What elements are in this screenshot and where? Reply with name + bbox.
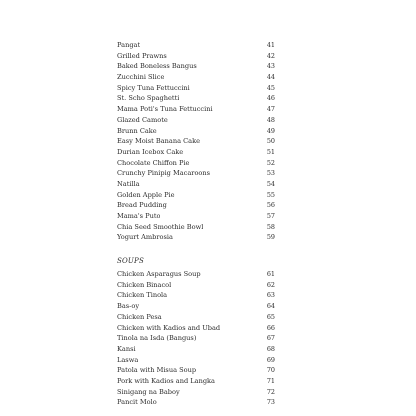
entry-page-number: 67 — [266, 334, 275, 343]
list-item — [117, 323, 275, 334]
list-item — [117, 290, 275, 301]
entry-title: Pork with Kadios and Langka — [117, 376, 215, 385]
entry-title: Bas-oy — [117, 302, 140, 311]
entry-page-number: 56 — [266, 201, 275, 210]
entry-title: Pancit Molo — [117, 398, 157, 407]
list-item — [117, 312, 275, 323]
entry-page-number: 59 — [266, 233, 275, 242]
entry-page-number: 54 — [266, 179, 275, 188]
list-item — [117, 387, 275, 398]
list-item — [117, 126, 275, 137]
entry-title: Bread Pudding — [117, 201, 167, 210]
entry-title: St. Scho Spaghetti — [117, 94, 180, 103]
entry-title: Crunchy Pinipig Macaroons — [117, 169, 211, 178]
entry-page-number: 61 — [266, 270, 275, 279]
list-item — [117, 333, 275, 344]
entry-title: Patola with Misua Soup — [117, 366, 197, 375]
entry-title: Chicken with Kadios and Ubad — [117, 323, 221, 332]
list-item — [117, 147, 275, 158]
entry-title: Chicken Tinola — [117, 291, 168, 300]
entry-page-number: 66 — [266, 323, 275, 332]
list-item — [117, 179, 275, 190]
entry-page-number: 53 — [266, 169, 275, 178]
entry-page-number: 51 — [266, 147, 275, 156]
entry-page-number: 70 — [266, 366, 275, 375]
list-item — [117, 222, 275, 233]
list-item — [117, 200, 275, 211]
list-item — [117, 190, 275, 201]
entry-page-number: 62 — [266, 280, 275, 289]
list-item — [117, 51, 275, 62]
list-item — [117, 168, 275, 179]
entry-page-number: 64 — [266, 302, 275, 311]
list-item — [117, 355, 275, 366]
list-item — [117, 344, 275, 355]
list-item — [117, 211, 275, 222]
list-item — [117, 269, 275, 280]
entry-page-number: 63 — [266, 291, 275, 300]
entry-page-number: 55 — [266, 190, 275, 199]
list-item — [117, 40, 275, 51]
entry-page-number: 52 — [266, 158, 275, 167]
entry-title: Zucchini Slice — [117, 73, 165, 82]
entry-title: Chicken Asparagus Soup — [117, 270, 201, 279]
entry-title: Mama's Puto — [117, 212, 161, 220]
list-item — [117, 104, 275, 115]
entry-page-number: 71 — [266, 376, 275, 385]
list-item — [117, 61, 275, 72]
list-item — [117, 136, 275, 147]
entry-title: Brunn Cake — [117, 126, 157, 135]
entry-title: Mama Poti's Tuna Fettuccini — [117, 105, 213, 114]
list-item — [117, 158, 275, 169]
entry-page-number: 72 — [266, 387, 275, 396]
entry-page-number: 44 — [266, 73, 275, 82]
list-item — [117, 397, 275, 408]
entry-page-number: 47 — [266, 105, 275, 114]
list-item — [117, 301, 275, 312]
entry-title: Laswa — [117, 355, 139, 364]
entry-page-number: 58 — [266, 222, 275, 231]
entry-page-number: 57 — [266, 212, 275, 220]
entry-title: Spicy Tuna Fettuccini — [117, 83, 190, 92]
soups-heading: SOUPS — [117, 257, 144, 266]
entry-page-number: 46 — [266, 94, 275, 103]
list-item — [117, 115, 275, 126]
entry-page-number: 73 — [266, 398, 275, 407]
table-of-contents — [117, 40, 275, 408]
list-item — [117, 280, 275, 291]
entry-title: Baked Boneless Bangus — [117, 62, 197, 71]
entry-title: Chia Seed Smoothie Bowl — [117, 222, 204, 231]
entry-title: Chicken Binacol — [117, 280, 172, 289]
list-item — [117, 72, 275, 83]
list-item — [117, 83, 275, 94]
desserts-list — [117, 40, 275, 243]
list-item — [117, 93, 275, 104]
entry-title: Durian Icebox Cake — [117, 147, 184, 156]
entry-title: Natilla — [117, 179, 140, 188]
entry-page-number: 45 — [266, 83, 275, 92]
entry-page-number: 68 — [266, 344, 275, 353]
entry-page-number: 65 — [266, 312, 275, 321]
entry-page-number: 43 — [266, 62, 275, 71]
entry-page-number: 48 — [266, 115, 275, 124]
list-item — [117, 232, 275, 243]
entry-page-number: 42 — [266, 51, 275, 60]
entry-title: Grilled Prawns — [117, 51, 167, 60]
entry-title: Golden Apple Pie — [117, 190, 175, 199]
entry-page-number: 69 — [266, 355, 275, 364]
entry-title: Chicken Pesa — [117, 312, 162, 321]
entry-title: Tinola na Isda (Bangus) — [117, 334, 197, 343]
list-item — [117, 365, 275, 376]
list-item — [117, 376, 275, 387]
entry-page-number: 49 — [266, 126, 275, 135]
entry-title: Sinigang na Baboy — [117, 387, 180, 396]
entry-title: Glazed Camote — [117, 115, 168, 124]
entry-title: Chocolate Chiffon Pie — [117, 158, 190, 167]
entry-title: Kansi — [117, 344, 136, 353]
entry-page-number: 50 — [266, 137, 275, 146]
entry-page-number: 41 — [266, 41, 275, 49]
entry-title: Pangat — [117, 41, 141, 49]
entry-title: Easy Moist Banana Cake — [117, 137, 201, 146]
entry-title: Yogurt Ambrosia — [117, 233, 173, 242]
soups-list — [117, 269, 275, 408]
